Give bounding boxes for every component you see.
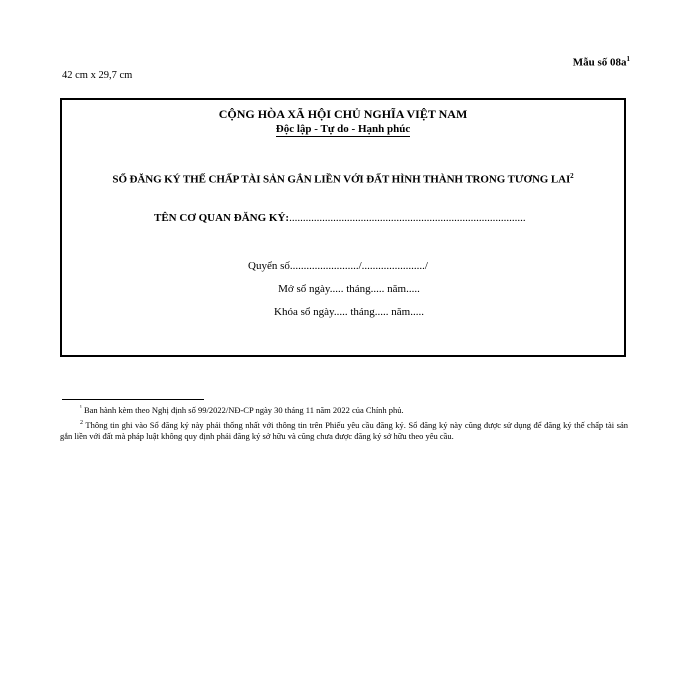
paper-size: 42 cm x 29,7 cm — [62, 70, 133, 81]
footnote-1 — [80, 405, 404, 415]
motto-text: Độc lập - Tự do - Hạnh phúc — [275, 123, 411, 135]
footnote-divider — [62, 399, 204, 400]
form-code — [573, 55, 630, 69]
agency-blank: ...................................................................................... — [289, 212, 526, 224]
book-title-footnote-mark: 2 — [570, 172, 574, 180]
book-title — [62, 172, 624, 186]
form-code-text: Mẫu số 08a — [572, 56, 627, 69]
nation-name: CỘNG HÒA XÃ HỘI CHỦ NGHĨA VIỆT NAM — [218, 107, 468, 121]
cover-box — [60, 98, 626, 357]
footnote-1-mark: ¹ — [80, 405, 82, 412]
footnote-2 — [60, 418, 628, 442]
national-motto — [62, 123, 624, 135]
opening-date: Mở sổ ngày..... tháng..... năm..... — [278, 283, 420, 295]
footnote-1-text: Ban hành kèm theo Nghị định số 99/2022/NĐ-CP ngày 30 tháng 11 năm 2022 của Chính phủ. — [83, 405, 404, 415]
volume-number: Quyển số........................./......................./ — [248, 260, 428, 272]
registration-agency — [154, 212, 526, 224]
agency-label: TÊN CƠ QUAN ĐĂNG KÝ: — [154, 212, 290, 224]
form-code-footnote-mark: 1 — [626, 55, 630, 63]
closing-date: Khóa sổ ngày..... tháng..... năm..... — [274, 306, 424, 318]
footnote-2-text: Thông tin ghi vào Sổ đăng ký này phải thống nhất với thông tin trên Phiếu yêu cầu đăng ký. Sổ đăng ký này cũng được sử dụng để đăng ký thế chấp tài sản gắn liền với đất mà pháp luật không quy định phải đăng ký sở hữu và cũng chưa được đăng ký sở hữu theo yêu cầu. — [60, 419, 628, 441]
book-title-text: SỔ ĐĂNG KÝ THẾ CHẤP TÀI SẢN GẮN LIỀN VỚI ĐẤT HÌNH THÀNH TRONG TƯƠNG LAI — [112, 173, 571, 186]
footnote-2-mark: 2 — [80, 420, 83, 426]
